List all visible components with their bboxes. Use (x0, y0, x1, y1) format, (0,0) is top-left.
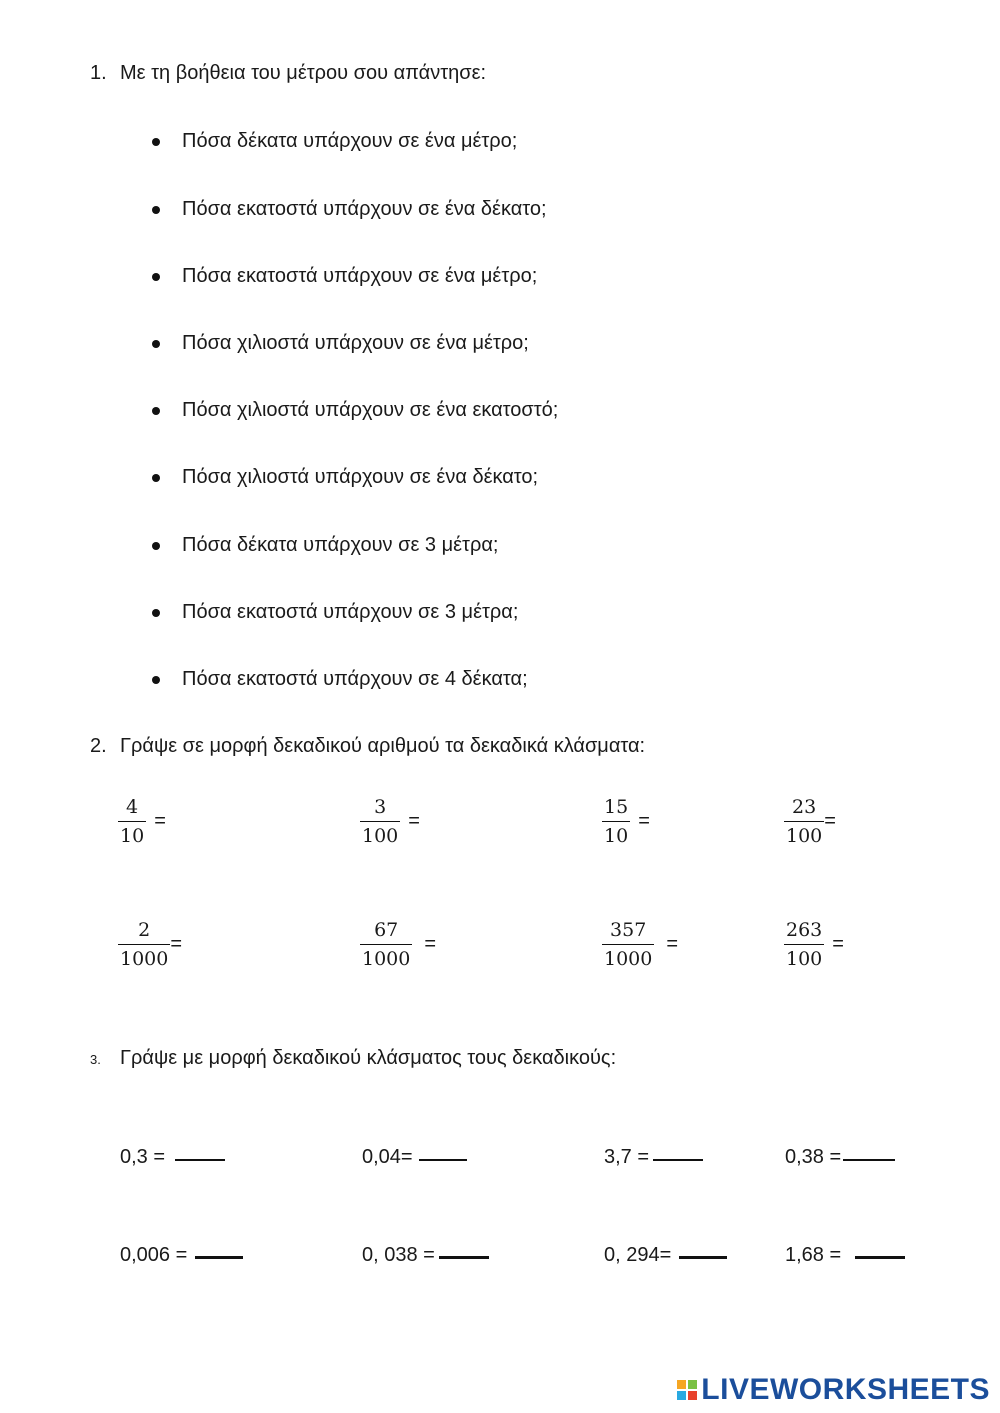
bullet-icon (152, 676, 160, 684)
bullet-icon (152, 609, 160, 617)
answer-blank[interactable] (195, 1256, 243, 1259)
logo-square (677, 1380, 686, 1389)
equals-sign: = (408, 810, 420, 832)
q1-item (152, 130, 517, 153)
q1-item (152, 198, 547, 221)
equals-sign: = (824, 810, 836, 832)
q1-item-text: Πόσα χιλιοστά υπάρχουν σε ένα εκατοστό; (182, 399, 559, 421)
liveworksheets-logo[interactable] (677, 1373, 990, 1407)
decimal-item (120, 1244, 243, 1267)
fraction-item (602, 920, 678, 969)
fraction (118, 797, 146, 846)
q1-item-text: Πόσα δέκατα υπάρχουν σε ένα μέτρο; (182, 130, 518, 152)
decimal-label: 0, 038 = (362, 1244, 435, 1266)
decimal-label: 1,68 = (785, 1244, 842, 1266)
numerator: 2 (138, 919, 151, 941)
numerator: 3 (374, 796, 387, 818)
denominator: 100 (784, 944, 824, 969)
equals-sign: = (666, 933, 679, 955)
equals-sign: = (170, 933, 183, 955)
denominator: 100 (360, 821, 400, 846)
bullet-icon (152, 542, 160, 550)
fraction-item (360, 920, 436, 969)
q1-item (152, 668, 528, 691)
denominator: 1000 (360, 944, 412, 969)
numerator: 67 (374, 919, 399, 941)
equals-sign: = (424, 933, 437, 955)
q2-text: Γράψε σε μορφή δεκαδικού αριθμού τα δεκαδικά κλάσματα: (120, 735, 646, 757)
bullet-icon (152, 340, 160, 348)
equals-sign: = (638, 810, 650, 832)
answer-blank[interactable] (419, 1159, 467, 1161)
decimal-label: 0,006 = (120, 1244, 188, 1266)
decimal-item (604, 1146, 703, 1169)
answer-blank[interactable] (653, 1159, 703, 1161)
q1-item (152, 466, 538, 489)
fraction (360, 920, 412, 969)
fraction-item (602, 797, 650, 846)
q1-item-text: Πόσα χιλιοστά υπάρχουν σε ένα μέτρο; (182, 332, 529, 354)
q1-item (152, 265, 537, 288)
equals-sign: = (154, 810, 166, 832)
q1-item (152, 601, 518, 624)
answer-blank[interactable] (855, 1256, 905, 1259)
bullet-icon (152, 206, 160, 214)
denominator: 1000 (602, 944, 654, 969)
fraction-item (118, 797, 166, 846)
q1-item-text: Πόσα δέκατα υπάρχουν σε 3 μέτρα; (182, 534, 499, 556)
numerator: 357 (610, 919, 647, 941)
q1-item (152, 399, 558, 422)
q1-item-text: Πόσα χιλιοστά υπάρχουν σε ένα δέκατο; (182, 466, 539, 488)
equals-sign: = (832, 933, 844, 955)
numerator: 263 (786, 919, 823, 941)
decimal-label: 0, 294= (604, 1244, 672, 1266)
decimal-item (785, 1244, 905, 1267)
fraction (784, 797, 824, 846)
fraction-item (784, 797, 836, 846)
logo-square (688, 1391, 697, 1400)
q1-item (152, 534, 498, 557)
q2-number: 2. (90, 735, 107, 757)
bullet-icon (152, 138, 160, 146)
denominator: 100 (784, 821, 824, 846)
decimal-item (785, 1146, 895, 1169)
logo-grid-icon (677, 1380, 697, 1400)
fraction (602, 797, 630, 846)
numerator: 4 (126, 796, 139, 818)
logo-text: LIVEWORKSHEETS (701, 1373, 990, 1406)
logo-square (688, 1380, 697, 1389)
decimal-item (120, 1146, 225, 1169)
decimal-label: 0,04= (362, 1146, 413, 1168)
decimal-item (604, 1244, 727, 1267)
q1-item-text: Πόσα εκατοστά υπάρχουν σε 3 μέτρα; (182, 601, 519, 623)
answer-blank[interactable] (175, 1159, 225, 1161)
decimal-label: 0,3 = (120, 1146, 166, 1168)
q3-text: Γράψε με μορφή δεκαδικού κλάσματος τους δεκαδικούς: (120, 1047, 617, 1069)
fraction (784, 920, 824, 969)
bullet-icon (152, 407, 160, 415)
decimal-item (362, 1146, 467, 1169)
decimal-label: 0,38 = (785, 1146, 842, 1168)
numerator: 15 (604, 796, 629, 818)
q1-item-text: Πόσα εκατοστά υπάρχουν σε ένα μέτρο; (182, 265, 538, 287)
fraction (360, 797, 400, 846)
fraction (118, 920, 170, 969)
fraction-item (118, 920, 182, 969)
answer-blank[interactable] (679, 1256, 727, 1259)
fraction-item (784, 920, 844, 969)
bullet-icon (152, 474, 160, 482)
numerator: 23 (792, 796, 817, 818)
q1-item (152, 332, 529, 355)
logo-square (677, 1391, 686, 1400)
fraction (602, 920, 654, 969)
denominator: 10 (118, 821, 146, 846)
q1-number: 1. (90, 62, 107, 84)
denominator: 1000 (118, 944, 170, 969)
q1-item-text: Πόσα εκατοστά υπάρχουν σε 4 δέκατα; (182, 668, 528, 690)
q3-number: 3. (90, 1052, 101, 1067)
fraction-item (360, 797, 420, 846)
denominator: 10 (602, 821, 630, 846)
decimal-item (362, 1244, 489, 1267)
bullet-icon (152, 273, 160, 281)
answer-blank[interactable] (843, 1159, 895, 1161)
q1-item-text: Πόσα εκατοστά υπάρχουν σε ένα δέκατο; (182, 198, 547, 220)
decimal-label: 3,7 = (604, 1146, 650, 1168)
answer-blank[interactable] (439, 1256, 489, 1259)
q1-text: Με τη βοήθεια του μέτρου σου απάντησε: (120, 62, 487, 84)
